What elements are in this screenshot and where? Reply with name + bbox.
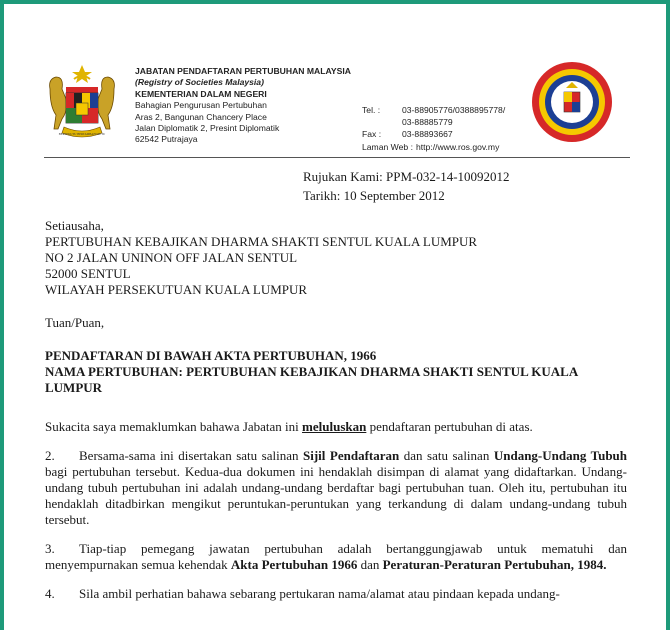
agency-name: JABATAN PENDAFTARAN PERTUBUHAN MALAYSIA (135, 66, 351, 76)
paragraph-4 (45, 586, 627, 602)
intro-paragraph (45, 419, 627, 435)
para2-text: Bersama-sama ini disertakan satu salinan (79, 448, 303, 463)
address-line: Aras 2, Bangunan Chancery Place (135, 111, 267, 122)
para3-text: dan (357, 557, 383, 572)
address-line: Jalan Diplomatik 2, Presint Diplomatik (135, 123, 280, 134)
recipient-line: NO 2 JALAN UNINON OFF JALAN SENTUL (45, 250, 298, 265)
intro-text-end: pendaftaran pertubuhan di atas. (366, 419, 533, 434)
address-line: 62542 Putrajaya (135, 134, 198, 145)
letter-body (45, 218, 627, 602)
svg-text:BERSEKUTU BERTAMBAH MUTU: BERSEKUTU BERTAMBAH MUTU (58, 132, 106, 136)
subject (45, 348, 627, 396)
agency-name-english: (Registry of Societies Malaysia) (135, 77, 264, 88)
paragraph-2 (45, 448, 627, 528)
agency-block (135, 66, 351, 146)
paragraph-3 (45, 541, 627, 573)
salutation: Tuan/Puan, (45, 315, 105, 330)
paragraph-number: 2. (45, 448, 55, 463)
reference-block (303, 167, 510, 205)
paragraph-number: 3. (45, 541, 55, 556)
fax-label: Fax : (362, 129, 382, 140)
recipient-address (45, 218, 627, 298)
recipient-line: WILAYAH PERSEKUTUAN KUALA LUMPUR (45, 282, 308, 297)
intro-text: Sukacita saya memaklumkan bahawa Jabatan ini (45, 419, 303, 434)
registry-seal-icon (530, 60, 614, 144)
approval-word: meluluskan (302, 419, 367, 434)
recipient-line: Setiausaha, (45, 218, 104, 233)
certificate-name: Sijil Pendaftaran (303, 448, 400, 463)
subject-line-2: NAMA PERTUBUHAN: PERTUBUHAN KEBAJIKAN DHARMA SHAKTI SENTUL KUALA LUMPUR (45, 364, 578, 395)
reference-number: Rujukan Kami: PPM-032-14-10092012 (303, 169, 510, 184)
fax-value: 03-88893667 (402, 129, 453, 140)
para3-text: Tiap-tiap pemegang jawatan pertubuhan adalah bertanggungjawab untuk mematuhi dan menyempurnakan semua kehendak (45, 541, 627, 572)
para4-text: Sila ambil perhatian bahawa sebarang pertukaran nama/alamat atau pindaan kepada undang- (79, 586, 560, 601)
para2-text: bagi pertubuhan tersebut. Kedua-dua dokumen ini hendaklah disimpan di alamat yang didaftarkan. Undang-undang tubuh pertubuhan ini adalah undang-undang berdaftar bagi pertubuhan tuan. Oleh itu, pertubuhan itu hendaklah ditadbirkan mengikut peruntukan-peruntukan yang terkandung di dalam undang-undang tubuh tersebut. (45, 464, 627, 527)
contact-block (362, 104, 505, 153)
malaysia-coat-of-arms-icon (46, 63, 118, 147)
para2-text: dan satu salinan (399, 448, 494, 463)
tel-value: 03-88905776/0388895778/ (402, 105, 506, 115)
letter-date: Tarikh: 10 September 2012 (303, 188, 445, 203)
web-value[interactable]: http://www.ros.gov.my (415, 141, 500, 152)
letterhead-divider (44, 157, 630, 158)
recipient-line: PERTUBUHAN KEBAJIKAN DHARMA SHAKTI SENTUL KUALA LUMPUR (45, 234, 478, 249)
web-label: Laman Web : (362, 141, 413, 152)
paragraph-number: 4. (45, 586, 55, 601)
recipient-line: 52000 SENTUL (45, 266, 131, 281)
regulations-name: Peraturan-Peraturan Pertubuhan, 1984. (382, 557, 607, 572)
address-line: Bahagian Pengurusan Pertubuhan (135, 100, 267, 111)
tel-label: Tel. : (362, 105, 381, 115)
tel-value-2: 03-88885779 (402, 117, 453, 128)
subject-line-1: PENDAFTARAN DI BAWAH AKTA PERTUBUHAN, 1966 (45, 348, 377, 363)
act-name: Akta Pertubuhan 1966 (230, 557, 358, 572)
ministry-name: KEMENTERIAN DALAM NEGERI (135, 88, 267, 99)
constitution-name: Undang-Undang Tubuh (493, 448, 628, 463)
